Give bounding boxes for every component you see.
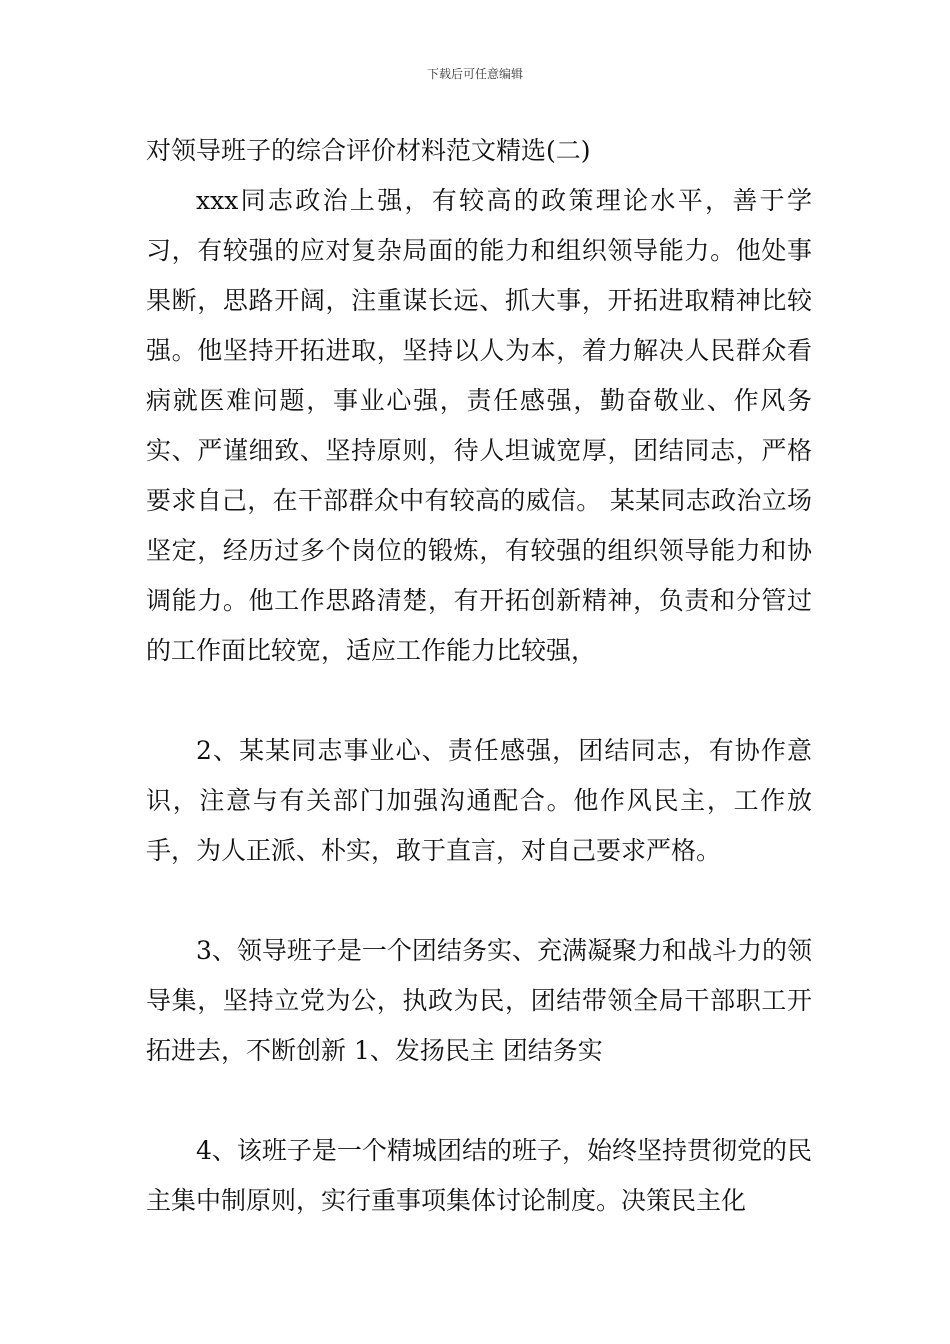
paragraph-4: 4、该班子是一个精城团结的班子，始终坚持贯彻党的民主集中制原则，实行重事项集体讨论制度。决策民主化 [146, 1136, 812, 1215]
page-header: 下载后可任意编辑 [426, 67, 523, 81]
paragraph-gap [146, 876, 812, 926]
paragraph-2: 2、某某同志事业心、责任感强，团结同志，有协作意识，注意与有关部门加强沟通配合。他作风民主，工作放手，为人正派、朴实，敢于直言，对自己要求严格。 [146, 736, 812, 865]
paragraph-3: 3、领导班子是一个团结务实、充满凝聚力和战斗力的领导集，坚持立党为公，执政为民，团结带领全局干部职工开拓进去，不断创新 1、发扬民主 团结务实 [146, 936, 812, 1065]
document-body [146, 126, 812, 1226]
paragraph-1: xxx同志政治上强，有较高的政策理论水平，善于学习，有较强的应对复杂局面的能力和组织领导能力。他处事果断，思路开阔，注重谋长远、抓大事，开拓进取精神比较强。他坚持开拓进取，坚持以人为本，着力解决人民群众看病就医难问题，事业心强，责任感强，勤奋敬业、作风务实、严谨细致、坚持原则，待人坦诚宽厚，团结同志，严格要求自己，在干部群众中有较高的威信。 某某同志政治立场坚定，经历过多个岗位的锻炼，有较强的组织领导能力和协调能力。他工作思路清楚，有开拓创新精神，负责和分管过的工作面比较宽，适应工作能力比较强， [146, 186, 812, 665]
document-title: 对领导班子的综合评价材料范文精选(二) [146, 136, 591, 165]
paragraph-gap [146, 1076, 812, 1126]
paragraph-gap [146, 676, 812, 726]
